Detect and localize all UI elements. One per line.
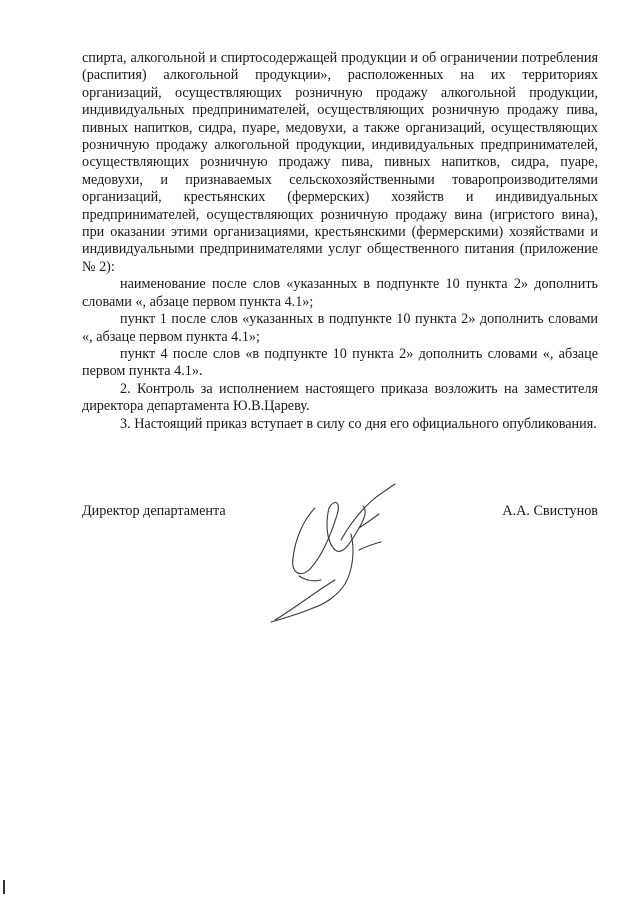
document-body xyxy=(82,50,598,433)
paragraph-title-amendment: наименование после слов «указанных в подпункте 10 пункта 2» дополнить словами «, абзаце первом пункта 4.1»; xyxy=(82,276,598,310)
paragraph-item-2-control: 2. Контроль за исполнением настоящего приказа возложить на заместителя директора департамента Ю.В.Цареву. xyxy=(82,380,598,415)
paragraph-item-3-effect: 3. Настоящий приказ вступает в силу со дня его официального опубликования. xyxy=(120,415,597,432)
scan-margin-mark xyxy=(3,880,5,894)
signer-title: Директор департамента xyxy=(82,503,226,519)
paragraph-continuation: спирта, алкогольной и спиртосодержащей продукции и об ограничении потребления (распития) алкогольной продукции», расположенных на их территориях организаций, осуществляющих розничную продажу алкогольной продукции, индивидуальных предпринимателей, осуществляющих розничную продажу пива, пивных напитков, сидра, пуаре, медовухи, а также организаций, осуществляющих розничную продажу алкогольной продукции, индивидуальных предпринимателей, осуществляющих розничную продажу пива, пивных напитков, сидра, пуаре, медовухи, и признаваемых сельскохозяйственными товаропроизводителями организаций, крестьянских (фермерских) хозяйств и индивидуальных предпринимателей, осуществляющих розничную продажу вина (игристого вина), при оказании этими организациями, крестьянскими (фермерскими) хозяйствами и индивидуальными предпринимателями услуг общественного питания (приложение № 2): xyxy=(82,50,598,275)
handwritten-signature xyxy=(255,480,425,625)
signer-name: А.А. Свистунов xyxy=(502,503,598,519)
paragraph-point-4-amendment: пункт 4 после слов «в подпункте 10 пункта 2» дополнить словами «, абзаце первом пункта 4.1». xyxy=(82,345,598,380)
paragraph-point-1-amendment: пункт 1 после слов «указанных в подпункте 10 пункта 2» дополнить словами «, абзаце первом пункта 4.1»; xyxy=(82,311,598,345)
